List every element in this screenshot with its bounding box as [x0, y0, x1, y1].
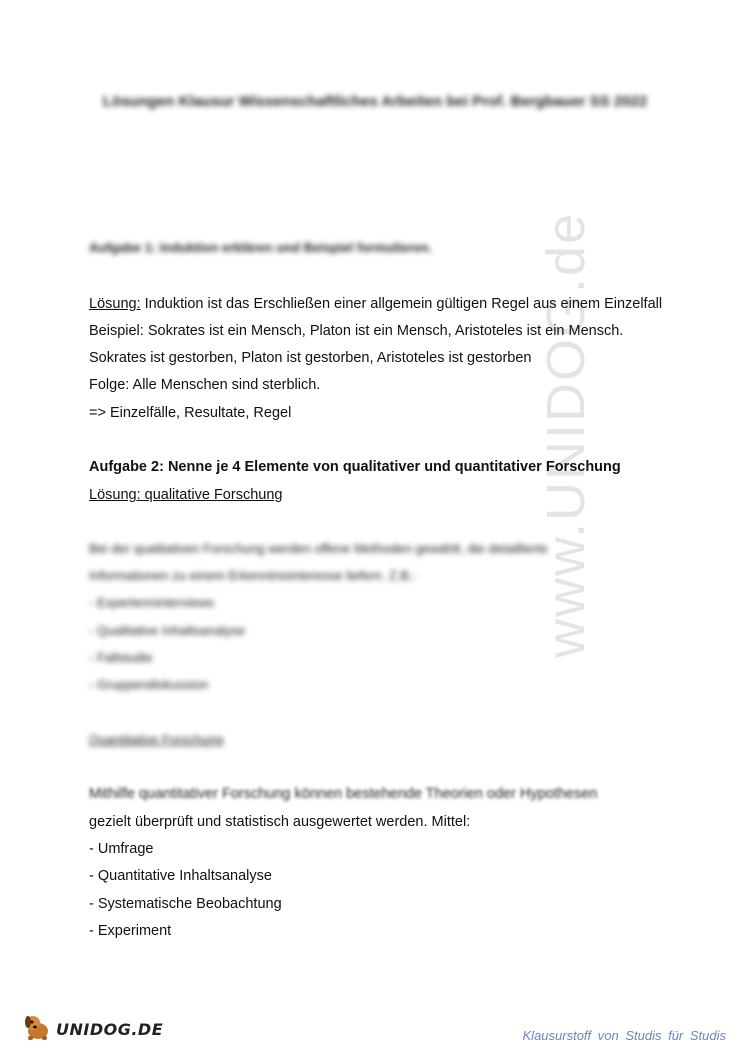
task1-line: Beispiel: Sokrates ist ein Mensch, Platon ist ein Mensch, Aristoteles ist ein Mensch. [89, 323, 624, 339]
task1-line: Sokrates ist gestorben, Platon ist gestorben, Aristoteles ist gestorben [89, 350, 532, 366]
qual-line: Informationen zu einem Erkenntnisinteresse liefern. Z.B.: [89, 568, 417, 583]
footer-logo[interactable] [22, 1012, 163, 1047]
watermark-text: www.UNIDOG.de [536, 211, 596, 658]
task1-solution-text: Induktion ist das Erschließen einer allgemein gültigen Regel aus einem Einzelfall [140, 296, 663, 312]
task1-solution-label: Lösung: [89, 296, 141, 312]
task1-heading: Aufgabe 1: Induktion erklären und Beispiel formulieren. [89, 240, 433, 255]
footer-tagline: Klausurstoff von Studis für Studis [522, 1028, 726, 1043]
qual-line: Bei der qualitativen Forschung werden offene Methoden gewählt, die detaillierte [89, 541, 548, 556]
task1-line: Folge: Alle Menschen sind sterblich. [89, 377, 321, 393]
document-title: Lösungen Klausur Wissenschaftliches Arbeiten bei Prof. Bergbauer SS 2022 [102, 93, 648, 110]
footer-logo-text: UNIDOG.DE [56, 1020, 164, 1039]
task1-solution-line [89, 295, 662, 313]
quant-list-item: - Experiment [89, 923, 172, 939]
task2-solution-label: Lösung: qualitative Forschung [89, 487, 283, 503]
qual-list-item: - Fallstudie [89, 650, 153, 665]
quant-list-item: - Systematische Beobachtung [89, 896, 282, 912]
quant-list-item: - Umfrage [89, 841, 154, 857]
quant-line: gezielt überprüft und statistisch ausgewertet werden. Mittel: [89, 814, 471, 830]
qual-list-item: - Qualitative Inhaltsanalyse [89, 623, 246, 638]
task1-line: => Einzelfälle, Resultate, Regel [89, 405, 292, 421]
quant-first-line: Mithilfe quantitativer Forschung können bestehende Theorien oder Hypothesen [89, 786, 598, 802]
quant-list-item: - Quantitative Inhaltsanalyse [89, 868, 272, 884]
qual-list-item: - Expertenninterviews [89, 595, 214, 610]
task2-heading: Aufgabe 2: Nenne je 4 Elemente von qualitativer und quantitativer Forschung [89, 459, 621, 475]
dog-mascot-icon [22, 1012, 54, 1047]
qual-list-item: - Gruppendiskussion [89, 677, 209, 692]
quant-label: Quantitative Forschung [89, 732, 224, 747]
